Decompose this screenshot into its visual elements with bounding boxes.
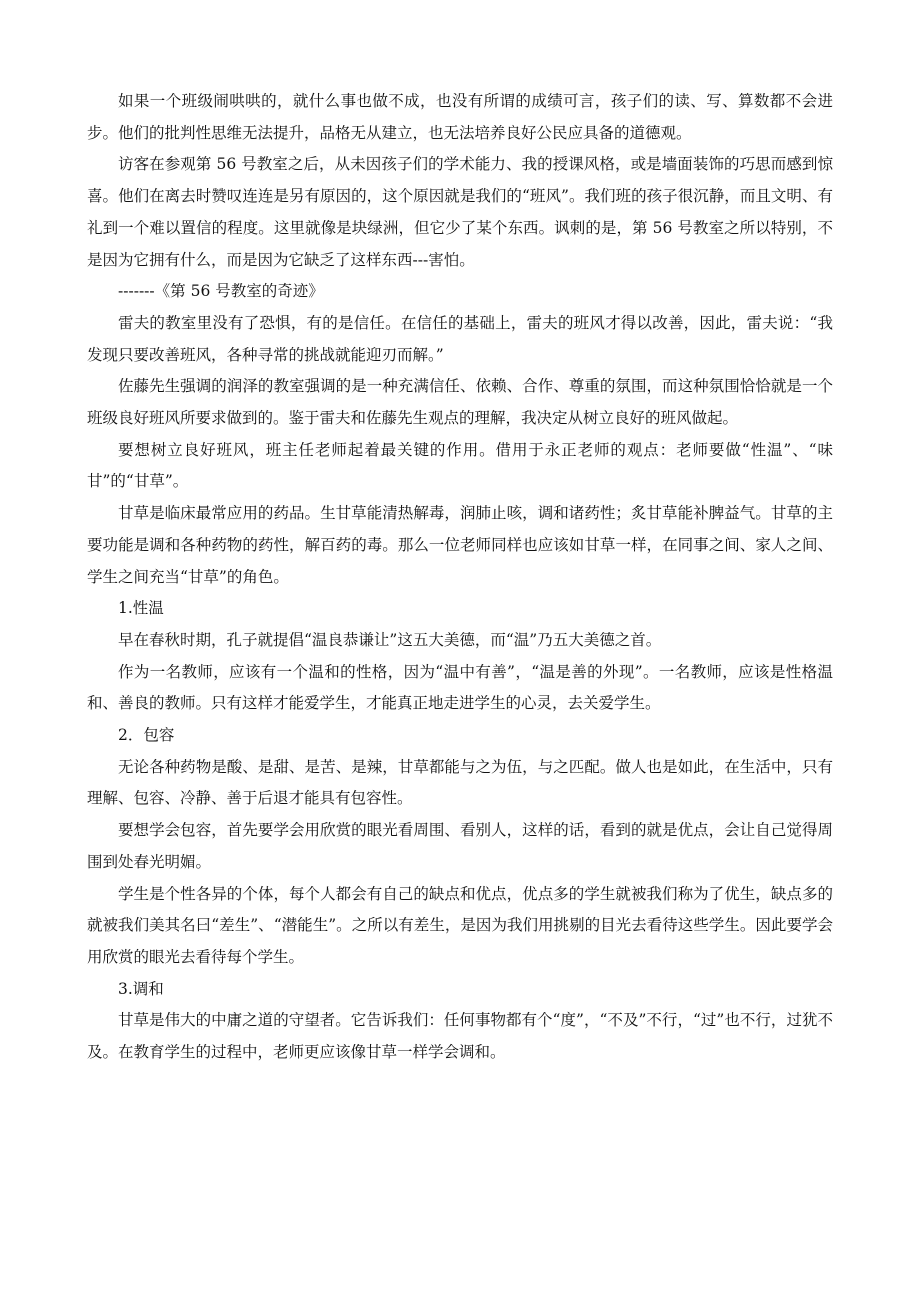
paragraph-golden-mean: 甘草是伟大的中庸之道的守望者。它告诉我们：任何事物都有个“度”，“不及”不行，“过”也不行，过犹不及。在教育学生的过程中，老师更应该像甘草一样学会调和。 <box>87 1011 833 1062</box>
paragraph-head-teacher-role: 要想树立良好班风，班主任老师起着最关键的作用。借用于永正老师的观点：老师要做“性温”、“味甘”的“甘草”。 <box>87 440 833 491</box>
section-heading-gentle: 1.性温 <box>118 599 164 618</box>
paragraph-rafe-trust: 雷夫的教室里没有了恐惧，有的是信任。在信任的基础上，雷夫的班风才得以改善，因此，雷夫说：“我发现只要改善班风，各种寻常的挑战就能迎刃而解。” <box>87 313 833 364</box>
quote-source: -------《第 56 号教室的奇迹》 <box>118 282 324 301</box>
paragraph-confucius-virtues: 早在春秋时期，孔子就提倡“温良恭谦让”这五大美德，而“温”乃五大美德之首。 <box>118 630 662 649</box>
paragraph-sato-classroom: 佐藤先生强调的润泽的教室强调的是一种充满信任、依赖、合作、尊重的氛围，而这种氛围恰恰就是一个班级良好班风所要求做到的。鉴于雷夫和佐藤先生观点的理解，我决定从树立良好的班风做起。 <box>87 377 833 428</box>
section-heading-tolerance: 2．包容 <box>118 726 175 745</box>
paragraph-visitors-room-56: 访客在参观第 56 号教室之后，从未因孩子们的学术能力、我的授课风格，或是墙面装饰的巧思而感到惊喜。他们在离去时赞叹连连是另有原因的，这个原因就是我们的“班风”。我们班的孩子很沉静，而且文明、有礼到一个难以置信的程度。这里就像是块绿洲，但它少了某个东西。讽刺的是，第 56 号教室之所以特别，不是因为它拥有什么，而是因为它缺乏了这样东西---害怕。 <box>87 155 833 269</box>
paragraph-appreciation: 要想学会包容，首先要学会用欣赏的眼光看周围、看别人，这样的话，看到的就是优点，会让自己觉得周围到处春光明媚。 <box>87 821 833 871</box>
paragraph-classroom-noise: 如果一个班级闹哄哄的，就什么事也做不成，也没有所谓的成绩可言，孩子们的读、写、算数都不会进步。他们的批判性思维无法提升，品格无从建立，也无法培养良好公民应具备的道德观。 <box>87 92 833 142</box>
paragraph-gentle-teacher: 作为一名教师，应该有一个温和的性格，因为“温中有善”，“温是善的外现”。一名教师，应该是性格温和、善良的教师。只有这样才能爱学生，才能真正地走进学生的心灵，去关爱学生。 <box>87 662 833 713</box>
paragraph-licorice-medicine: 甘草是临床最常应用的药品。生甘草能清热解毒，润肺止咳，调和诸药性；炙甘草能补脾益气。甘草的主要功能是调和各种药物的药性，解百药的毒。那么一位老师同样也应该如甘草一样，在同事之间、家人之间、学生之间充当“甘草”的角色。 <box>87 504 833 586</box>
document-body <box>87 86 833 1069</box>
section-heading-harmony: 3.调和 <box>118 979 164 998</box>
paragraph-tolerance-intro: 无论各种药物是酸、是甜、是苦、是辣，甘草都能与之为伍，与之匹配。做人也是如此，在生活中，只有理解、包容、冷静、善于后退才能具有包容性。 <box>87 757 833 808</box>
paragraph-students-individuality: 学生是个性各异的个体，每个人都会有自己的缺点和优点，优点多的学生就被我们称为了优生，缺点多的就被我们美其名曰“差生”、“潜能生”。之所以有差生，是因为我们用挑剔的目光去看待这些学生。因此要学会用欣赏的眼光去看待每个学生。 <box>87 884 833 966</box>
